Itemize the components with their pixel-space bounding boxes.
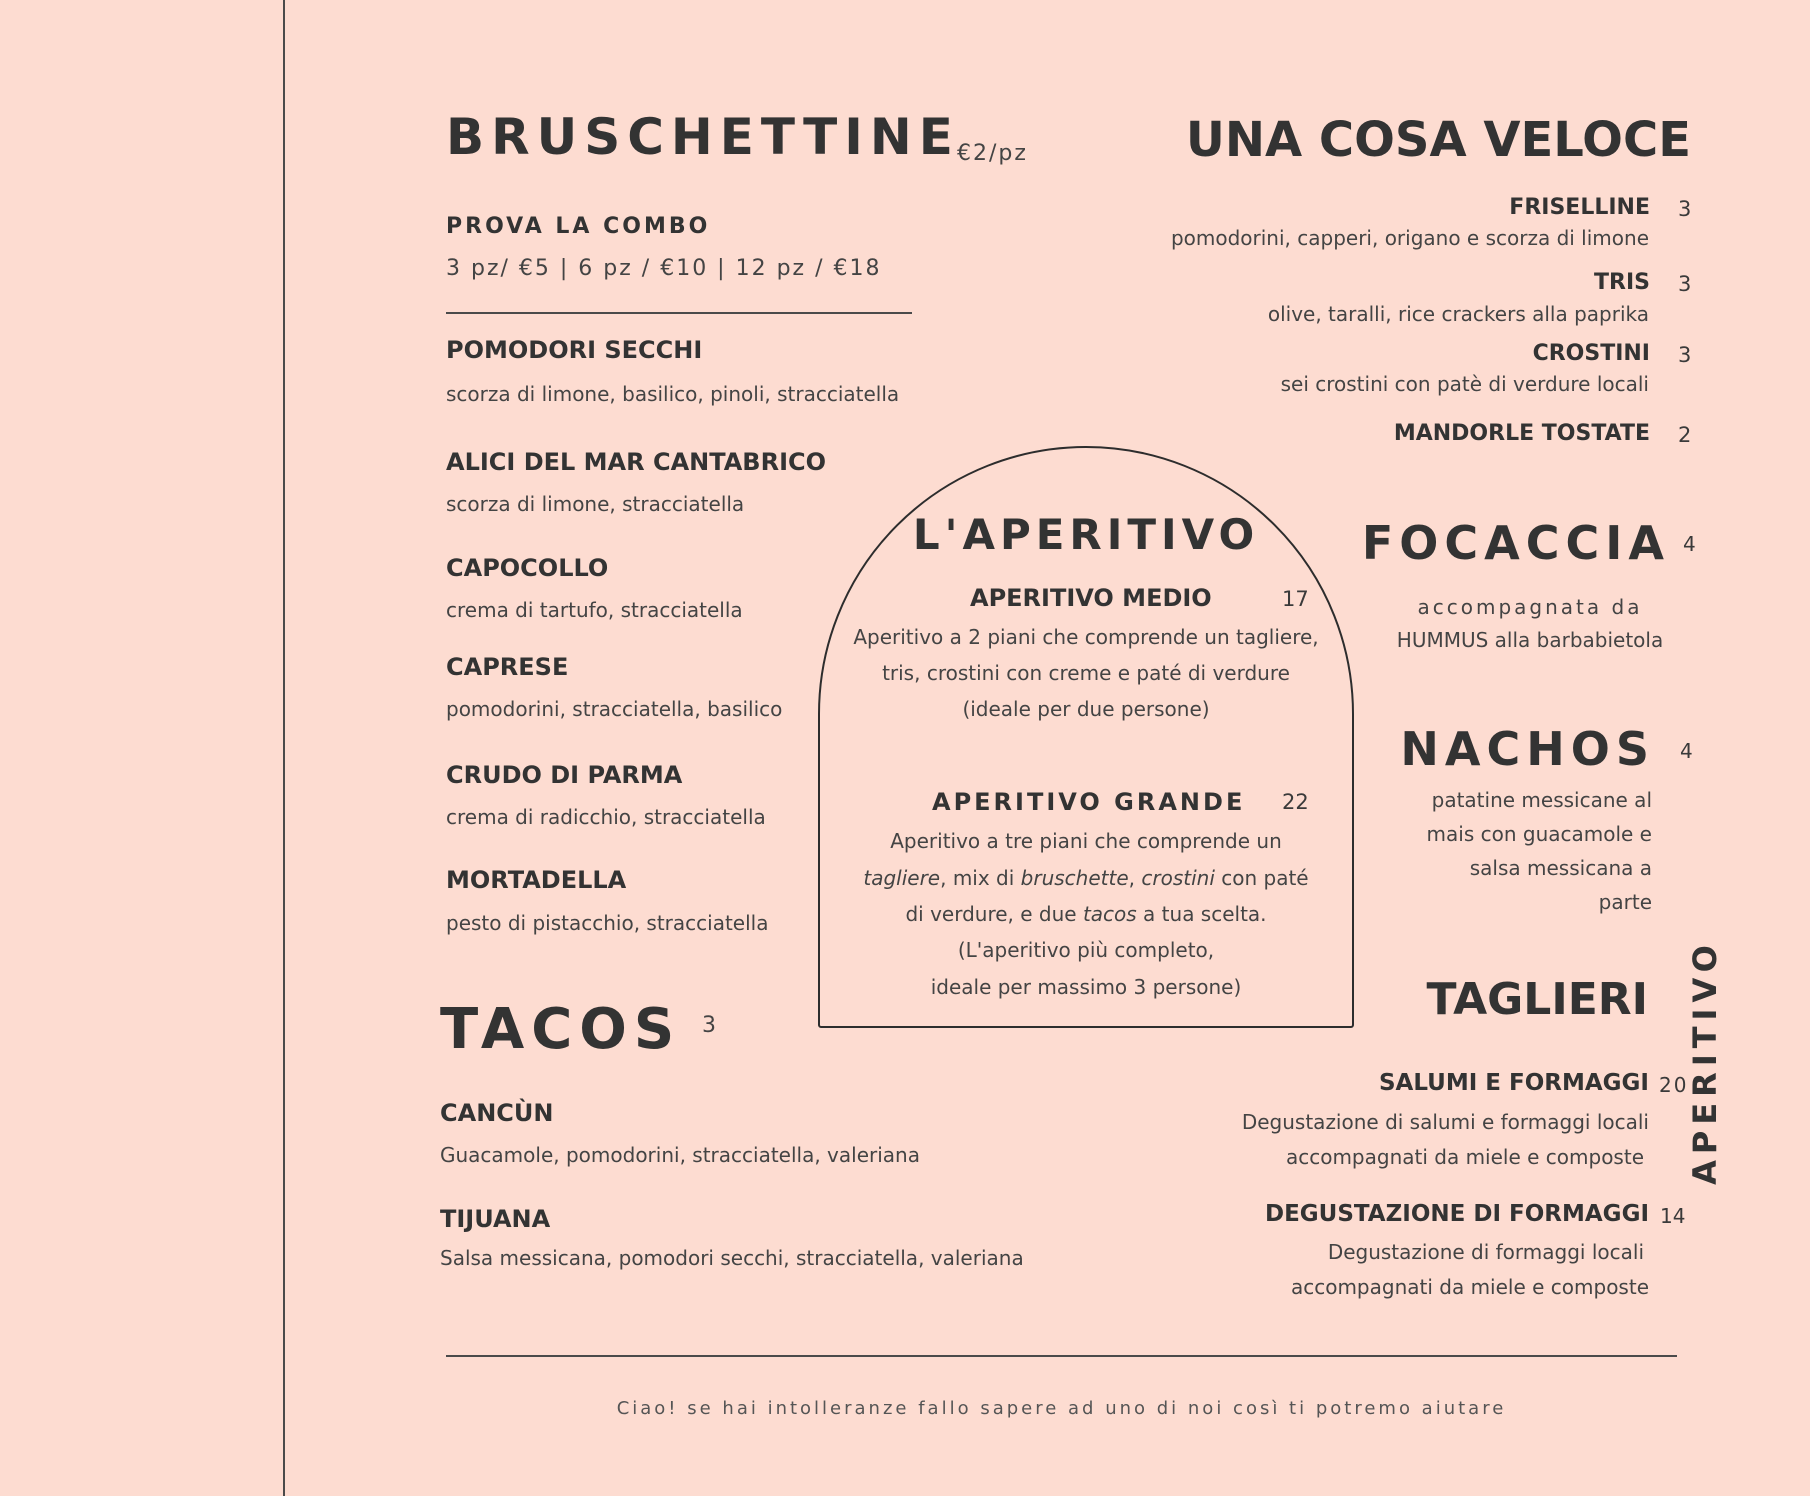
nachos-desc: patatine messicane al	[1431, 788, 1652, 812]
tagliere-price: 14	[1660, 1204, 1686, 1228]
footer-divider	[446, 1355, 1677, 1357]
left-divider	[283, 0, 285, 1496]
focaccia-price: 4	[1683, 532, 1696, 556]
bruschettine-price: €2/pz	[957, 141, 1028, 166]
aperitivo-title: L'APERITIVO	[912, 510, 1260, 559]
focaccia-title: FOCACCIA	[1361, 516, 1670, 570]
nachos-desc: parte	[1598, 890, 1652, 914]
veloce-item-name: CROSTINI	[1532, 341, 1650, 366]
tagliere-desc: Degustazione di salumi e formaggi locali	[1241, 1110, 1649, 1134]
aperitivo-medio-price: 17	[1282, 587, 1309, 611]
veloce-title: UNA COSA VELOCE	[1185, 112, 1691, 168]
desc-fragment: ,	[1128, 866, 1142, 890]
aperitivo-medio-name: APERITIVO MEDIO	[970, 584, 1212, 612]
aperitivo-grande-desc: ideale per massimo 3 persone)	[930, 975, 1242, 999]
bruschetta-name: POMODORI SECCHI	[446, 336, 703, 364]
taco-desc: Salsa messicana, pomodori secchi, stracciatella, valeriana	[440, 1246, 1024, 1270]
focaccia-desc: accompagnata da	[1417, 595, 1643, 619]
desc-fragment: con paté	[1214, 866, 1309, 890]
bruschetta-name: CAPOCOLLO	[446, 554, 609, 582]
veloce-item-desc: olive, taralli, rice crackers alla paprika	[1267, 302, 1649, 326]
bruschetta-desc: scorza di limone, basilico, pinoli, stracciatella	[446, 382, 900, 406]
combo-title: PROVA LA COMBO	[446, 214, 711, 239]
taco-desc: Guacamole, pomodorini, stracciatella, valeriana	[440, 1143, 920, 1167]
bruschetta-desc: pomodorini, stracciatella, basilico	[446, 697, 783, 721]
combo-divider	[446, 312, 912, 314]
nachos-title: NACHOS	[1400, 722, 1655, 776]
tagliere-name: DEGUSTAZIONE DI FORMAGGI	[1264, 1201, 1649, 1227]
bruschetta-desc: pesto di pistacchio, stracciatella	[446, 911, 769, 935]
tagliere-desc: accompagnati da miele e composte	[1290, 1275, 1649, 1299]
bruschetta-name: ALICI DEL MAR CANTABRICO	[446, 448, 827, 476]
aperitivo-grande-price: 22	[1282, 790, 1309, 814]
veloce-item-name: MANDORLE TOSTATE	[1393, 421, 1650, 446]
tacos-price: 3	[702, 1013, 718, 1038]
aperitivo-medio-desc: Aperitivo a 2 piani che comprende un tagliere,	[853, 625, 1319, 649]
bruschetta-desc: crema di radicchio, stracciatella	[446, 805, 766, 829]
taglieri-title: TAGLIERI	[1426, 974, 1648, 1025]
aperitivo-grande-desc: (L'aperitivo più completo,	[957, 938, 1215, 962]
aperitivo-medio-desc: (ideale per due persone)	[962, 697, 1210, 721]
aperitivo-grande-desc	[818, 860, 1354, 896]
focaccia-desc: HUMMUS alla barbabietola	[1396, 628, 1664, 652]
veloce-item-name: FRISELLINE	[1509, 195, 1650, 220]
bruschetta-name: MORTADELLA	[446, 866, 627, 894]
veloce-item-price: 3	[1678, 343, 1692, 367]
bruschetta-name: CAPRESE	[446, 653, 569, 681]
aperitivo-grande-desc: Aperitivo a tre piani che comprende un	[890, 829, 1282, 853]
tagliere-desc: Degustazione di formaggi locali	[1327, 1240, 1644, 1264]
veloce-item-price: 3	[1678, 272, 1692, 296]
combo-prices: 3 pz/ €5 | 6 pz / €10 | 12 pz / €18	[446, 256, 882, 281]
aperitivo-grande-desc	[818, 896, 1354, 932]
bruschetta-desc: crema di tartufo, stracciatella	[446, 598, 743, 622]
bruschettine-title: BRUSCHETTINE	[446, 108, 960, 166]
aperitivo-grande-name: APERITIVO GRANDE	[932, 788, 1246, 816]
taco-name: CANCÙN	[440, 1099, 554, 1127]
desc-fragment: , mix di	[940, 866, 1021, 890]
taco-name: TIJUANA	[440, 1205, 551, 1233]
italic-word: crostini	[1141, 866, 1215, 890]
veloce-item-desc: pomodorini, capperi, origano e scorza di limone	[1170, 226, 1649, 250]
italic-word: tagliere	[863, 866, 941, 890]
tagliere-name: SALUMI E FORMAGGI	[1378, 1070, 1649, 1096]
bruschetta-name: CRUDO DI PARMA	[446, 761, 683, 789]
veloce-item-price: 3	[1678, 197, 1692, 221]
footer-note: Ciao! se hai intolleranze fallo sapere ad uno di noi così ti potremo aiutare	[616, 1398, 1507, 1419]
nachos-desc: salsa messicana a	[1469, 856, 1652, 880]
italic-word: tacos	[1082, 902, 1137, 926]
veloce-item-name: TRIS	[1594, 270, 1650, 295]
aperitivo-medio-desc: tris, crostini con creme e paté di verdure	[882, 661, 1290, 685]
tagliere-price: 20	[1659, 1073, 1689, 1097]
tacos-title: TACOS	[440, 997, 682, 1062]
nachos-price: 4	[1680, 739, 1693, 763]
desc-fragment: a tua scelta.	[1136, 902, 1267, 926]
nachos-desc: mais con guacamole e	[1426, 822, 1652, 846]
desc-fragment: di verdure, e due	[905, 902, 1083, 926]
bruschetta-desc: scorza di limone, stracciatella	[446, 492, 745, 516]
veloce-item-price: 2	[1678, 423, 1692, 447]
side-label: APERITIVO	[1686, 939, 1724, 1185]
veloce-item-desc: sei crostini con patè di verdure locali	[1280, 372, 1649, 396]
italic-word: bruschette	[1020, 866, 1129, 890]
tagliere-desc: accompagnati da miele e composte	[1285, 1145, 1644, 1169]
